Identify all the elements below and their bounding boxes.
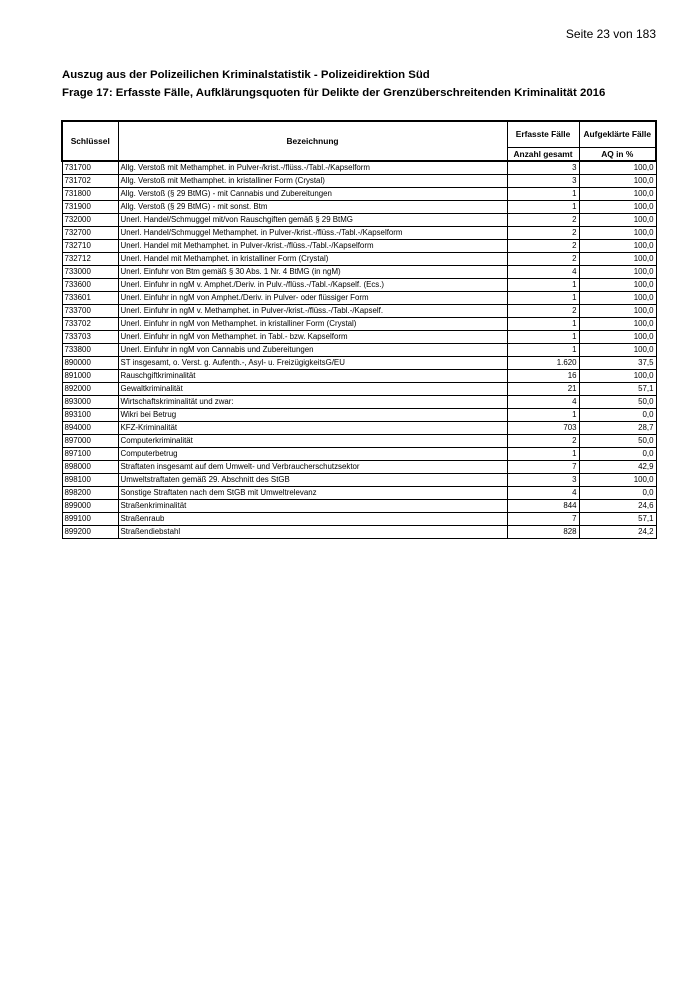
row-count: 4	[507, 396, 579, 409]
row-aq: 0,0	[579, 487, 656, 500]
row-aq: 100,0	[579, 331, 656, 344]
row-name: Umweltstraftaten gemäß 29. Abschnitt des StGB	[118, 474, 507, 487]
row-key: 733000	[62, 266, 118, 279]
row-aq: 100,0	[579, 279, 656, 292]
row-key: 733703	[62, 331, 118, 344]
row-name: Computerkriminalität	[118, 435, 507, 448]
row-aq: 100,0	[579, 161, 656, 175]
row-aq: 100,0	[579, 253, 656, 266]
row-name: Unerl. Einfuhr in ngM von Methamphet. in kristalliner Form (Crystal)	[118, 318, 507, 331]
row-name: Unerl. Einfuhr in ngM von Methamphet. in Tabl.- bzw. Kapselform	[118, 331, 507, 344]
row-aq: 37,5	[579, 357, 656, 370]
header-key: Schlüssel	[62, 121, 118, 161]
row-name: Unerl. Einfuhr in ngM von Cannabis und Zubereitungen	[118, 344, 507, 357]
table-row	[62, 487, 656, 500]
row-key: 731702	[62, 175, 118, 188]
row-name: KFZ-Kriminalität	[118, 422, 507, 435]
table-row	[62, 188, 656, 201]
row-count: 3	[507, 161, 579, 175]
table-row	[62, 266, 656, 279]
row-count: 1	[507, 344, 579, 357]
table-row	[62, 500, 656, 513]
row-aq: 100,0	[579, 266, 656, 279]
row-key: 733800	[62, 344, 118, 357]
row-aq: 42,9	[579, 461, 656, 474]
row-aq: 100,0	[579, 474, 656, 487]
row-name: Wikri bei Betrug	[118, 409, 507, 422]
row-aq: 100,0	[579, 227, 656, 240]
table-row	[62, 318, 656, 331]
row-key: 733600	[62, 279, 118, 292]
table-row	[62, 214, 656, 227]
row-aq: 100,0	[579, 292, 656, 305]
row-key: 731700	[62, 161, 118, 175]
row-count: 2	[507, 305, 579, 318]
table-row	[62, 422, 656, 435]
row-name: Unerl. Einfuhr in ngM v. Amphet./Deriv. in Pulv.-/flüss.-/Tabl.-/Kapself. (Ecs.)	[118, 279, 507, 292]
table-row	[62, 305, 656, 318]
header-cases: Erfasste Fälle	[507, 121, 579, 148]
row-name: Computerbetrug	[118, 448, 507, 461]
row-count: 2	[507, 253, 579, 266]
row-count: 2	[507, 214, 579, 227]
row-aq: 100,0	[579, 318, 656, 331]
row-name: Allg. Verstoß mit Methamphet. in Pulver-/krist.-/flüss.-/Tabl.-/Kapselform	[118, 161, 507, 175]
row-count: 2	[507, 227, 579, 240]
row-key: 893000	[62, 396, 118, 409]
row-aq: 100,0	[579, 214, 656, 227]
row-count: 1	[507, 188, 579, 201]
row-count: 1	[507, 409, 579, 422]
table-header	[62, 121, 656, 161]
row-name: Sonstige Straftaten nach dem StGB mit Umweltrelevanz	[118, 487, 507, 500]
row-count: 2	[507, 240, 579, 253]
row-name: Unerl. Handel mit Methamphet. in kristalliner Form (Crystal)	[118, 253, 507, 266]
row-name: Straftaten insgesamt auf dem Umwelt- und Verbraucherschutzsektor	[118, 461, 507, 474]
row-count: 1	[507, 201, 579, 214]
row-count: 4	[507, 487, 579, 500]
row-aq: 100,0	[579, 188, 656, 201]
row-aq: 0,0	[579, 448, 656, 461]
row-aq: 100,0	[579, 305, 656, 318]
row-key: 733702	[62, 318, 118, 331]
header-name: Bezeichnung	[118, 121, 507, 161]
row-key: 892000	[62, 383, 118, 396]
row-count: 828	[507, 526, 579, 539]
table-row	[62, 513, 656, 526]
row-count: 1.620	[507, 357, 579, 370]
row-name: Rauschgiftkriminalität	[118, 370, 507, 383]
row-aq: 24,2	[579, 526, 656, 539]
row-key: 899200	[62, 526, 118, 539]
row-aq: 100,0	[579, 175, 656, 188]
row-key: 898000	[62, 461, 118, 474]
row-name: Gewaltkriminalität	[118, 383, 507, 396]
table-row	[62, 409, 656, 422]
header-solved: Aufgeklärte Fälle	[579, 121, 656, 148]
table-row	[62, 253, 656, 266]
table-row	[62, 201, 656, 214]
row-name: Unerl. Einfuhr in ngM v. Methamphet. in Pulver-/krist.-/flüss.-/Tabl.-/Kapself.	[118, 305, 507, 318]
row-key: 732000	[62, 214, 118, 227]
row-key: 732710	[62, 240, 118, 253]
table-row	[62, 383, 656, 396]
row-aq: 24,6	[579, 500, 656, 513]
row-count: 1	[507, 448, 579, 461]
table-row	[62, 461, 656, 474]
row-name: Unerl. Handel mit Methamphet. in Pulver-/krist.-/flüss.-/Tabl.-/Kapselform	[118, 240, 507, 253]
row-key: 891000	[62, 370, 118, 383]
table-row	[62, 279, 656, 292]
report-title: Auszug aus der Polizeilichen Kriminalstatistik - Polizeidirektion Süd	[62, 69, 430, 81]
row-aq: 57,1	[579, 383, 656, 396]
row-key: 898200	[62, 487, 118, 500]
row-name: Allg. Verstoß (§ 29 BtMG) - mit Cannabis und Zubereitungen	[118, 188, 507, 201]
row-aq: 0,0	[579, 409, 656, 422]
row-key: 894000	[62, 422, 118, 435]
question-title: Frage 17: Erfasste Fälle, Aufklärungsquoten für Delikte der Grenzüberschreitenden Kriminalität 2016	[62, 87, 606, 99]
row-key: 898100	[62, 474, 118, 487]
table-row	[62, 227, 656, 240]
table-row	[62, 474, 656, 487]
row-aq: 100,0	[579, 240, 656, 253]
row-name: Unerl. Handel/Schmuggel mit/von Rauschgiften gemäß § 29 BtMG	[118, 214, 507, 227]
row-count: 844	[507, 500, 579, 513]
header-solved-sub: AQ in %	[579, 148, 656, 162]
row-name: Allg. Verstoß (§ 29 BtMG) - mit sonst. Btm	[118, 201, 507, 214]
row-count: 1	[507, 331, 579, 344]
row-count: 1	[507, 318, 579, 331]
row-count: 1	[507, 279, 579, 292]
row-key: 899000	[62, 500, 118, 513]
row-aq: 100,0	[579, 370, 656, 383]
table-row	[62, 370, 656, 383]
row-count: 7	[507, 461, 579, 474]
row-name: Unerl. Einfuhr von Btm gemäß § 30 Abs. 1 Nr. 4 BtMG (in ngM)	[118, 266, 507, 279]
row-count: 21	[507, 383, 579, 396]
table-body	[62, 161, 656, 539]
row-key: 733700	[62, 305, 118, 318]
row-key: 897000	[62, 435, 118, 448]
row-aq: 50,0	[579, 435, 656, 448]
table-row	[62, 396, 656, 409]
row-key: 893100	[62, 409, 118, 422]
table-row	[62, 331, 656, 344]
row-aq: 100,0	[579, 201, 656, 214]
table-row	[62, 435, 656, 448]
row-aq: 100,0	[579, 344, 656, 357]
header-cases-sub: Anzahl gesamt	[507, 148, 579, 162]
row-count: 3	[507, 474, 579, 487]
title-block	[62, 66, 662, 102]
row-count: 7	[507, 513, 579, 526]
row-key: 732700	[62, 227, 118, 240]
row-name: Straßenkriminalität	[118, 500, 507, 513]
table-row	[62, 240, 656, 253]
row-count: 16	[507, 370, 579, 383]
table-row	[62, 161, 656, 175]
row-count: 4	[507, 266, 579, 279]
row-aq: 57,1	[579, 513, 656, 526]
row-aq: 50,0	[579, 396, 656, 409]
page-number: Seite 23 von 183	[565, 27, 656, 41]
table-row	[62, 344, 656, 357]
row-key: 732712	[62, 253, 118, 266]
row-name: Allg. Verstoß mit Methamphet. in kristalliner Form (Crystal)	[118, 175, 507, 188]
row-key: 733601	[62, 292, 118, 305]
row-name: Unerl. Handel/Schmuggel Methamphet. in Pulver-/krist.-/flüss.-/Tabl.-/Kapselform	[118, 227, 507, 240]
row-key: 899100	[62, 513, 118, 526]
row-name: Unerl. Einfuhr in ngM von Amphet./Deriv. in Pulver- oder flüssiger Form	[118, 292, 507, 305]
row-count: 1	[507, 292, 579, 305]
row-count: 3	[507, 175, 579, 188]
row-count: 703	[507, 422, 579, 435]
row-count: 2	[507, 435, 579, 448]
row-key: 731900	[62, 201, 118, 214]
row-name: Straßenraub	[118, 513, 507, 526]
row-key: 897100	[62, 448, 118, 461]
table-row	[62, 292, 656, 305]
row-name: Straßendiebstahl	[118, 526, 507, 539]
row-name: ST insgesamt, o. Verst. g. Aufenth.-, Asyl- u. FreizügigkeitsG/EU	[118, 357, 507, 370]
table-row	[62, 357, 656, 370]
row-key: 890000	[62, 357, 118, 370]
table-row	[62, 175, 656, 188]
row-key: 731800	[62, 188, 118, 201]
crime-statistics-table	[61, 120, 657, 539]
row-aq: 28,7	[579, 422, 656, 435]
table-row	[62, 448, 656, 461]
table-row	[62, 526, 656, 539]
row-name: Wirtschaftskriminalität und zwar:	[118, 396, 507, 409]
